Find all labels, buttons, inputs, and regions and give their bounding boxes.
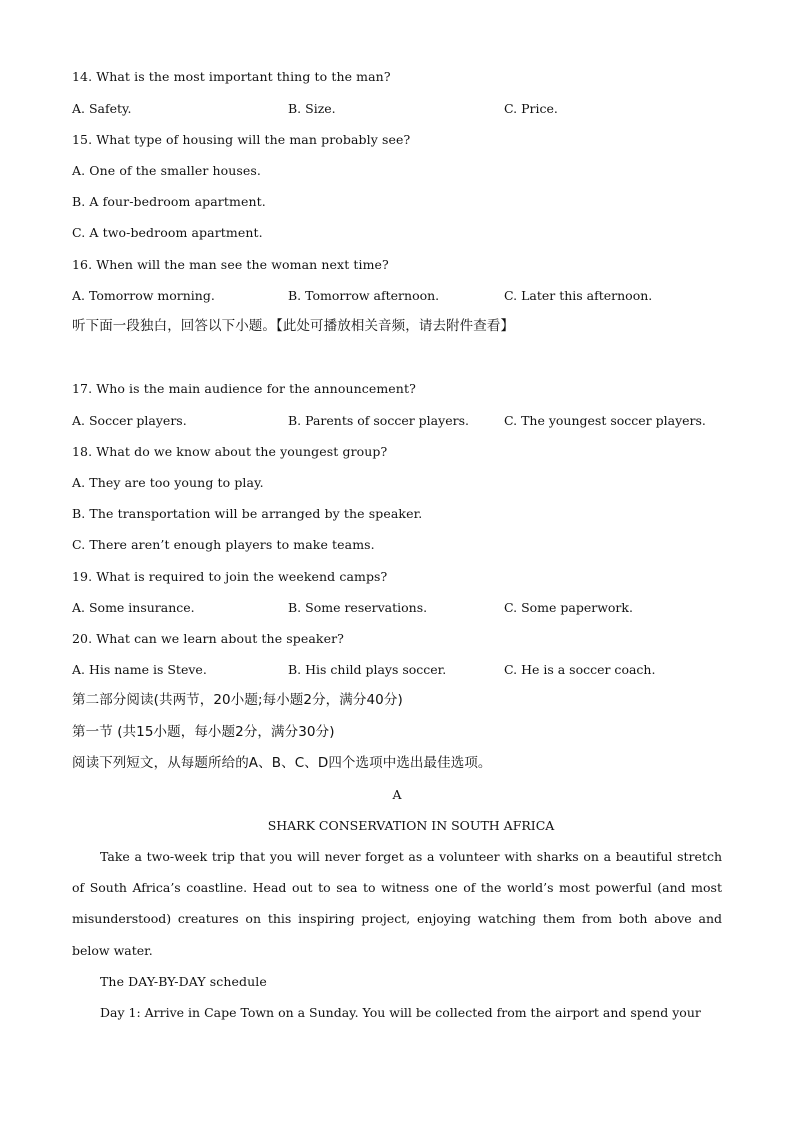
q14-option-a: A. Safety. <box>72 101 132 116</box>
q17-option-a: A. Soccer players. <box>72 413 187 428</box>
q16-option-b: B. Tomorrow afternoon. <box>288 288 440 303</box>
q17-option-c: C. The youngest soccer players. <box>504 413 706 428</box>
q19-option-b: B. Some reservations. <box>288 600 428 615</box>
q17-option-b: B. Parents of soccer players. <box>288 413 469 428</box>
passage-letter: A <box>392 787 402 802</box>
reading-instruction: 阅读下列短文，从每题所给的A、B、C、D四个选项中选出最佳选项。 <box>72 755 492 771</box>
q14-option-c: C. Price. <box>504 101 558 116</box>
question-14: 14. What is the most important thing to the man? <box>72 69 391 84</box>
question-20: 20. What can we learn about the speaker? <box>72 631 344 646</box>
question-16: 16. When will the man see the woman next time? <box>72 257 389 272</box>
passage-title: SHARK CONSERVATION IN SOUTH AFRICA <box>267 818 555 833</box>
q20-option-c: C. He is a soccer coach. <box>504 662 656 677</box>
passage-intro: Take a two-week trip that you will never forget as a volunteer with sharks on a beautiful stretch of South Africa’s coastline. Head out to sea to witness one of the world’s most powerful (and most misunderstood) creatures on this inspiring project, enjoying watching them from both above and below water. <box>72 849 722 958</box>
q19-option-c: C. Some paperwork. <box>504 600 633 615</box>
q16-option-c: C. Later this afternoon. <box>504 288 653 303</box>
q19-option-a: A. Some insurance. <box>72 600 195 615</box>
monologue-instruction: 听下面一段独白，回答以下小题。【此处可播放相关音频，请去附件查看】 <box>72 318 515 334</box>
question-19: 19. What is required to join the weekend camps? <box>72 569 388 584</box>
q18-option-c: C. There aren’t enough players to make teams. <box>72 537 375 552</box>
day1-text: Day 1: Arrive in Cape Town on a Sunday. You will be collected from the airport and spend your <box>100 1005 701 1020</box>
question-18: 18. What do we know about the youngest group? <box>72 444 388 459</box>
question-17: 17. Who is the main audience for the announcement? <box>72 381 416 396</box>
q15-option-b: B. A four-bedroom apartment. <box>72 194 266 209</box>
part2-heading: 第二部分阅读(共两节，20小题;每小题2分，满分40分) <box>72 692 403 708</box>
q14-option-b: B. Size. <box>288 101 336 116</box>
q15-option-a: A. One of the smaller houses. <box>72 163 262 178</box>
q15-option-c: C. A two-bedroom apartment. <box>72 225 263 240</box>
question-15: 15. What type of housing will the man probably see? <box>72 132 411 147</box>
q20-option-b: B. His child plays soccer. <box>288 662 447 677</box>
section1-heading: 第一节 (共15小题，每小题2分，满分30分) <box>72 724 335 740</box>
q16-option-a: A. Tomorrow morning. <box>72 288 215 303</box>
q18-option-b: B. The transportation will be arranged by the speaker. <box>72 506 423 521</box>
q20-option-a: A. His name is Steve. <box>72 662 207 677</box>
q18-option-a: A. They are too young to play. <box>72 475 264 490</box>
schedule-heading: The DAY-BY-DAY schedule <box>100 974 267 989</box>
